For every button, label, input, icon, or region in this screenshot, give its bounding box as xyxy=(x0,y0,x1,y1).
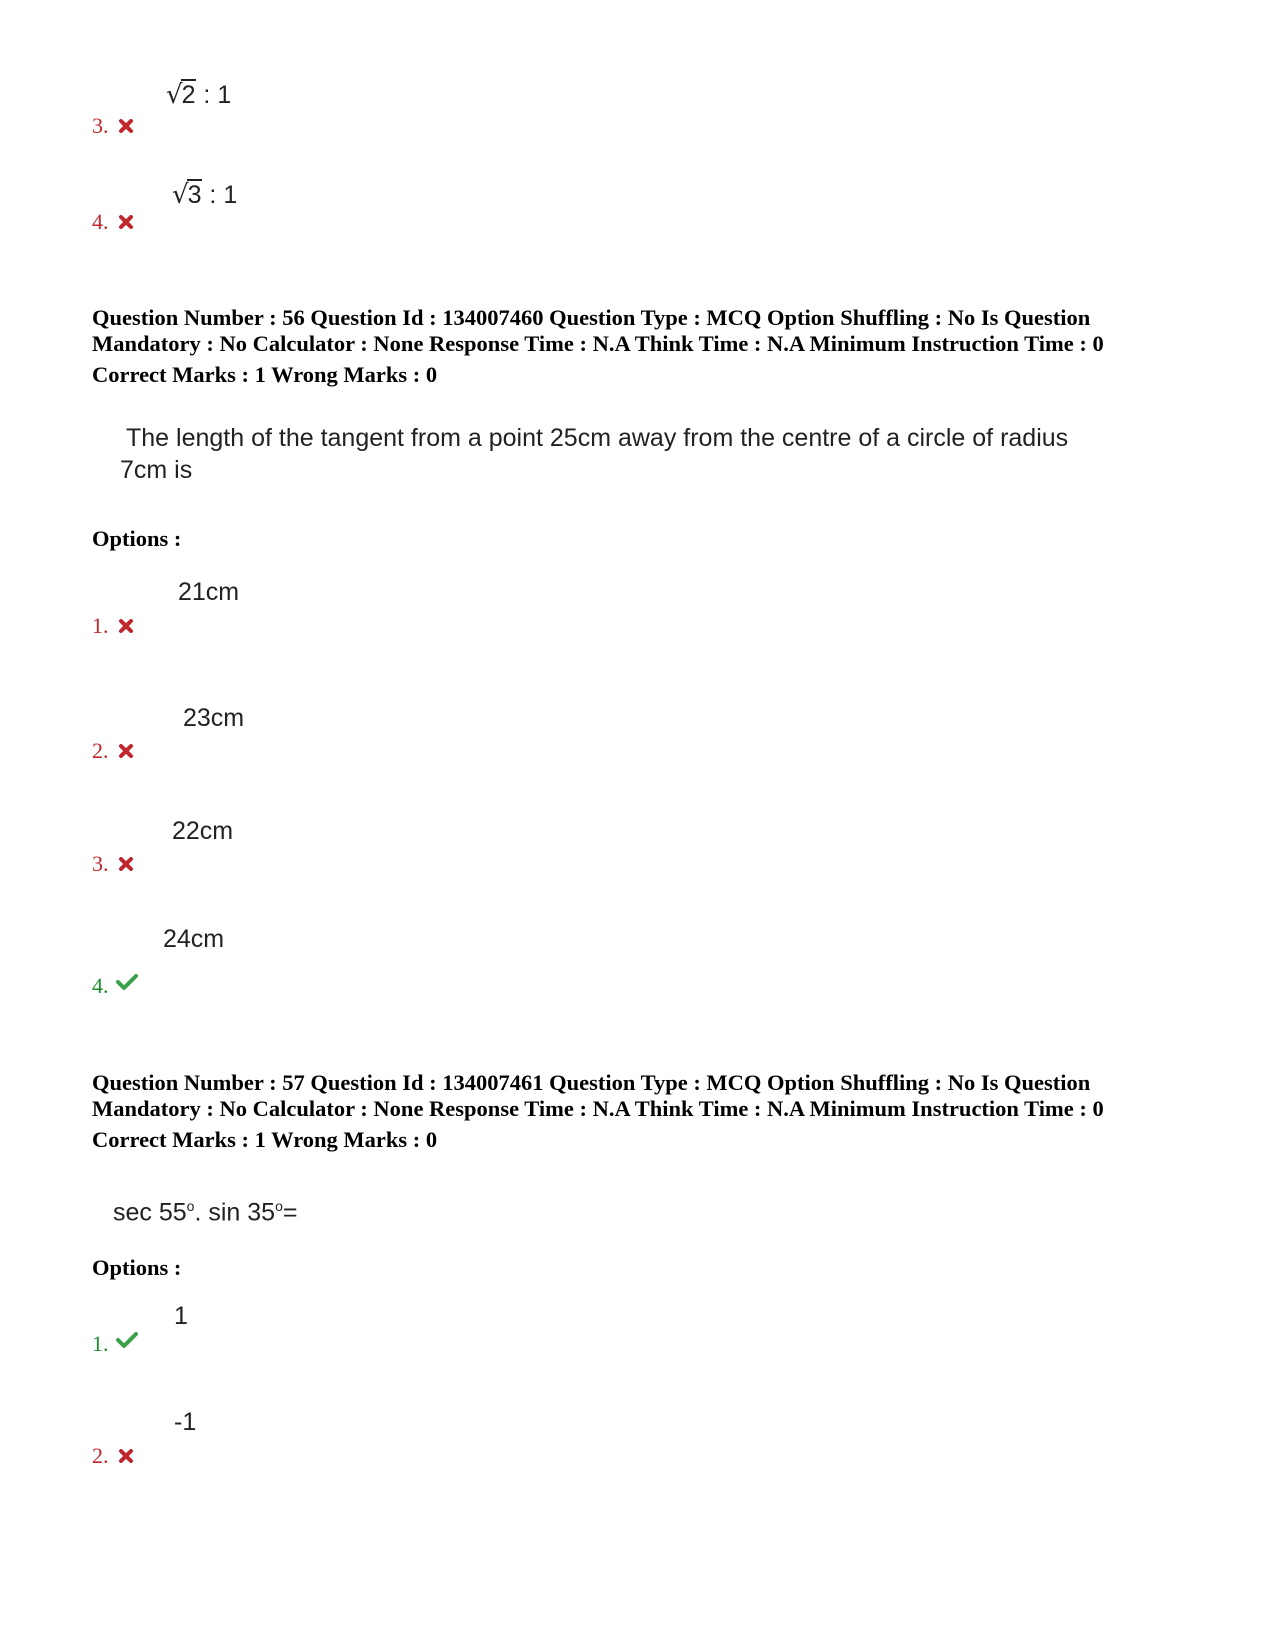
q56-option-1-number: 1. xyxy=(92,613,109,638)
question-57-meta xyxy=(92,1070,1192,1153)
question-56-meta xyxy=(92,305,1192,388)
meta-line: Question Number : 57 Question Id : 134007461 Question Type : MCQ Option Shuffling : No Is Question xyxy=(92,1070,1091,1095)
prev-option-4-value: √3 : 1 xyxy=(172,180,238,210)
prev-option-3 xyxy=(92,113,109,139)
q56-option-2-value: 23cm xyxy=(183,704,245,732)
q57-option-1-value: 1 xyxy=(174,1302,188,1330)
cross-icon xyxy=(118,1449,134,1463)
cross-icon xyxy=(118,215,134,229)
check-icon xyxy=(116,1331,138,1349)
meta-line: Correct Marks : 1 Wrong Marks : 0 xyxy=(92,362,438,387)
q56-option-3-number: 3. xyxy=(92,851,109,876)
cross-icon xyxy=(118,119,134,133)
meta-line: Mandatory : No Calculator : None Response Time : N.A Think Time : N.A Minimum Instruction Time : 0 xyxy=(92,331,1104,356)
options-label: Options : xyxy=(92,526,182,551)
q56-option-1-value: 21cm xyxy=(178,578,240,606)
cross-icon xyxy=(118,619,134,633)
q57-option-2-value: -1 xyxy=(174,1408,197,1436)
question-56-text: The length of the tangent from a point 25cm away from the centre of a circle of radius 7cm is xyxy=(120,424,1069,484)
q57-option-2-number: 2. xyxy=(92,1443,109,1468)
check-icon xyxy=(116,973,138,991)
meta-line: Mandatory : No Calculator : None Response Time : N.A Think Time : N.A Minimum Instruction Time : 0 xyxy=(92,1096,1104,1121)
options-label: Options : xyxy=(92,1255,182,1280)
q56-option-2-number: 2. xyxy=(92,738,109,763)
question-57-text: sec 55$^o$. $\sin 35^o=$ xyxy=(113,1198,298,1227)
option-number: 3. xyxy=(92,113,109,138)
q56-option-4-number: 4. xyxy=(92,973,109,998)
cross-icon xyxy=(118,744,134,758)
q56-option-3-value: 22cm xyxy=(172,817,234,845)
q56-option-4-value: 24cm xyxy=(163,925,225,953)
option-number: 4. xyxy=(92,209,109,234)
meta-line: Question Number : 56 Question Id : 134007460 Question Type : MCQ Option Shuffling : No Is Question xyxy=(92,305,1091,330)
meta-line: Correct Marks : 1 Wrong Marks : 0 xyxy=(92,1127,438,1152)
prev-option-3-value: √2 : 1 xyxy=(166,80,232,110)
prev-option-4 xyxy=(92,209,109,235)
cross-icon xyxy=(118,857,134,871)
q57-option-1-number: 1. xyxy=(92,1331,109,1356)
